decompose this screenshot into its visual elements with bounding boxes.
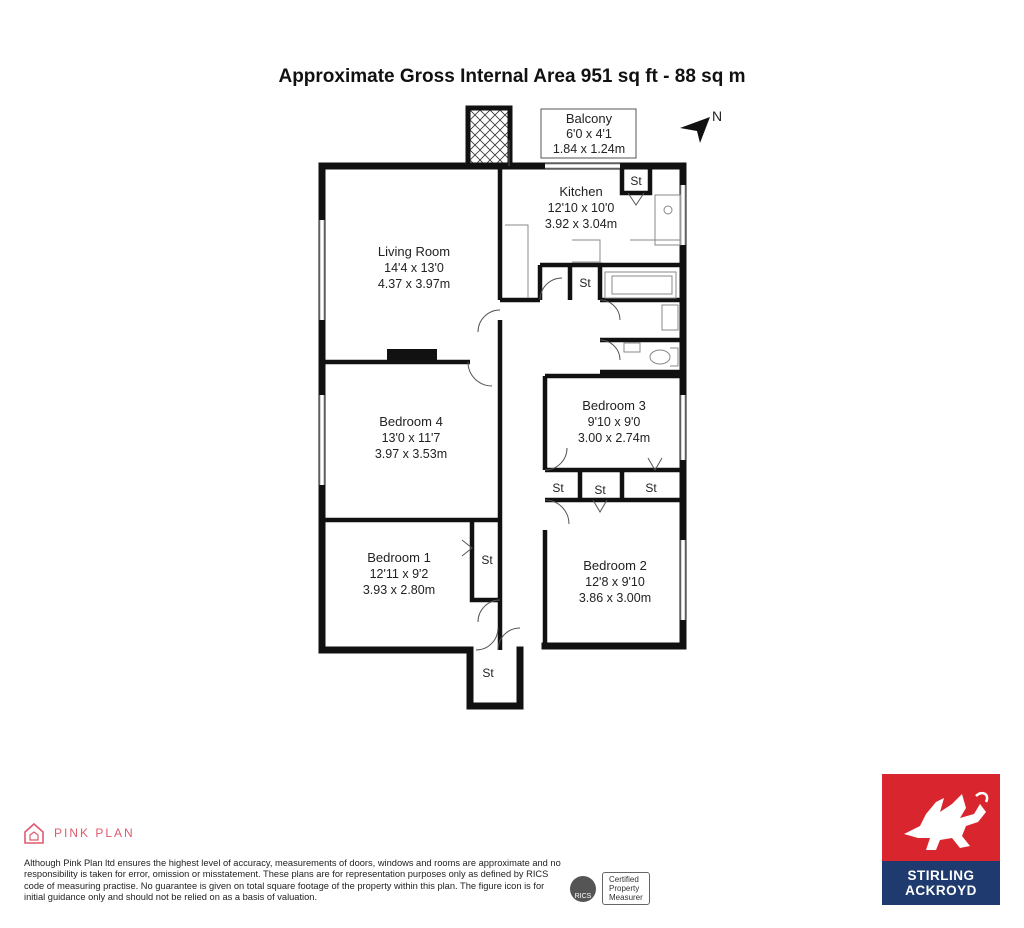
living-room-metric: 4.37 x 3.97m [377, 277, 451, 291]
fireplace [387, 349, 437, 361]
stirling-ackroyd-logo [882, 774, 1000, 905]
bedroom2-metric: 3.86 x 3.00m [578, 591, 652, 605]
disclaimer-text: Although Pink Plan ltd ensures the highest level of accuracy, measurements of doors, windows and rooms are approximate and no responsibility is taken for error, omission or misstatement. These plans are for representation purposes only as defined by RICS code of measuring practise. No guarantee is given on total square footage of the property within this plan. The figure icon is for initial guidance only and should not be relied on as a basis of valuation. [24, 858, 561, 903]
rics-line-2: Property [609, 884, 640, 893]
storage-entrance: St [482, 666, 494, 680]
pink-plan-logo [22, 820, 135, 846]
living-room-imperial: 14'4 x 13'0 [384, 261, 444, 275]
balcony-metric: 1.84 x 1.24m [552, 142, 626, 156]
storage-kitchen: St [630, 174, 642, 188]
storage-hall: St [552, 481, 564, 495]
living-room-name: Living Room [377, 244, 451, 259]
kitchen-imperial: 12'10 x 10'0 [547, 201, 615, 215]
bedroom4-name: Bedroom 4 [379, 414, 443, 429]
plan-title: Approximate Gross Internal Area 951 sq ft - 88 sq m [278, 66, 746, 87]
storage-bedroom3: St [645, 481, 657, 495]
kitchen-metric: 3.92 x 3.04m [544, 217, 618, 231]
bedroom4-metric: 3.97 x 3.53m [374, 447, 448, 461]
rics-line-1: Certified [609, 875, 639, 884]
agent-line-1: STIRLING [907, 868, 975, 883]
bedroom3-imperial: 9'10 x 9'0 [587, 415, 641, 429]
balcony-name: Balcony [565, 111, 613, 126]
pink-plan-text: PINK PLAN [54, 826, 135, 840]
bedroom1-metric: 3.93 x 2.80m [362, 583, 436, 597]
rics-badge [570, 872, 650, 905]
agent-name-band [882, 861, 1000, 905]
agent-line-2: ACKROYD [905, 883, 977, 898]
griffin-icon [882, 774, 1000, 861]
storage-middle: St [594, 483, 606, 497]
rics-certified-box [602, 872, 650, 905]
house-icon [22, 821, 46, 845]
bedroom2-name: Bedroom 2 [583, 558, 647, 573]
bedroom3-name: Bedroom 3 [582, 398, 646, 413]
storage-hall-upper: St [579, 276, 591, 290]
rics-line-3: Measurer [609, 893, 643, 902]
bedroom4-imperial: 13'0 x 11'7 [381, 431, 441, 445]
balcony-hatch [468, 108, 510, 166]
rics-logo-icon: RICS [570, 876, 596, 902]
balcony-imperial: 6'0 x 4'1 [566, 127, 612, 141]
bedroom1-name: Bedroom 1 [367, 550, 431, 565]
storage-bedroom1: St [481, 553, 493, 567]
kitchen-name: Kitchen [559, 184, 603, 199]
bedroom2-imperial: 12'8 x 9'10 [585, 575, 645, 589]
bedroom1-imperial: 12'11 x 9'2 [369, 567, 429, 581]
north-arrow-icon [680, 108, 722, 143]
north-label: N [712, 108, 723, 124]
bedroom3-metric: 3.00 x 2.74m [577, 431, 651, 445]
